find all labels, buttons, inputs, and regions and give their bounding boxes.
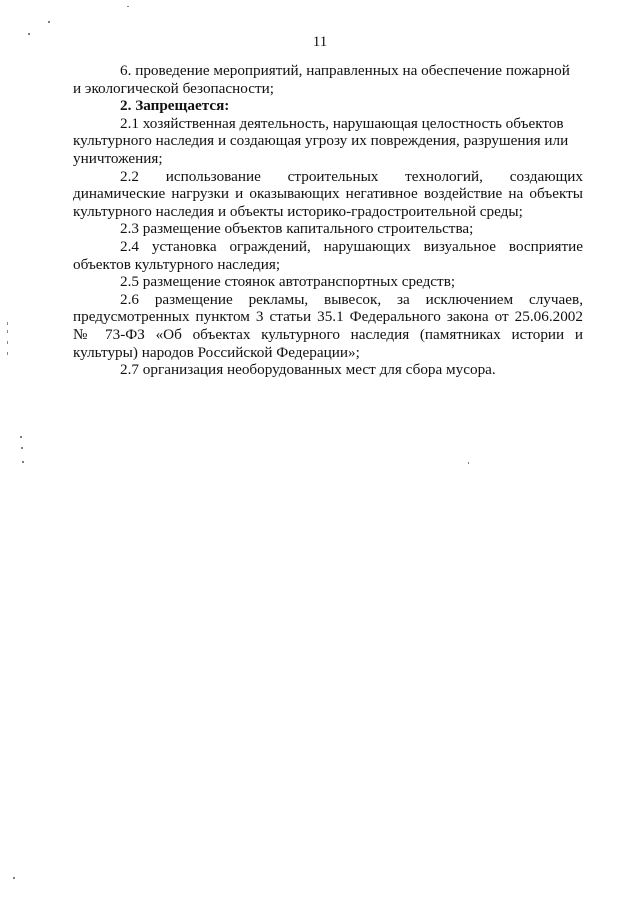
paragraph-item-2-4: 2.4 установка ограждений, нарушающих визуальное восприятие объектов культурного наследия; — [73, 237, 583, 273]
scan-mark — [7, 341, 8, 344]
scan-mark — [7, 322, 8, 325]
section-heading-prohibited: 2. Запрещается: — [120, 97, 230, 115]
scan-speck — [127, 6, 129, 7]
scan-speck — [468, 462, 469, 464]
document-body — [73, 62, 583, 379]
scan-speck — [20, 436, 22, 438]
paragraph-item-2-7: 2.7 организация необорудованных мест для сбора мусора. — [120, 361, 496, 379]
paragraph-item-6: 6. проведение мероприятий, направленных на обеспечение пожарной и экологической безопасности; — [73, 62, 570, 97]
scan-mark — [7, 352, 8, 355]
paragraph-item-2-5: 2.5 размещение стоянок автотранспортных средств; — [120, 273, 456, 291]
page-number: 11 — [312, 34, 328, 50]
scan-speck — [21, 447, 23, 449]
paragraph-item-2-3: 2.3 размещение объектов капитального строительства; — [120, 220, 474, 238]
scan-speck — [22, 461, 24, 463]
scan-mark — [7, 330, 8, 333]
paragraph-item-2-6: 2.6 размещение рекламы, вывесок, за исключением случаев, предусмотренных пунктом 3 статьи 35.1 Федерального закона от 25.06.2002 № 73-ФЗ «Об объектах культурного наследия (памятниках истории и культуры) народов Российской Федерации»; — [73, 290, 583, 361]
paragraph-item-2-2: 2.2 использование строительных технологий, создающих динамические нагрузки и оказывающих негативное воздействие на объекты культурного наследия и объекты историко-градостроительной среды; — [73, 167, 583, 220]
scan-speck — [28, 33, 30, 35]
scan-speck — [13, 877, 15, 879]
paragraph-item-2-1: 2.1 хозяйственная деятельность, нарушающая целостность объектов культурного наследия и создающая угрозу их повреждения, разрушения или уничтожения; — [73, 114, 569, 167]
scan-speck — [48, 21, 50, 23]
